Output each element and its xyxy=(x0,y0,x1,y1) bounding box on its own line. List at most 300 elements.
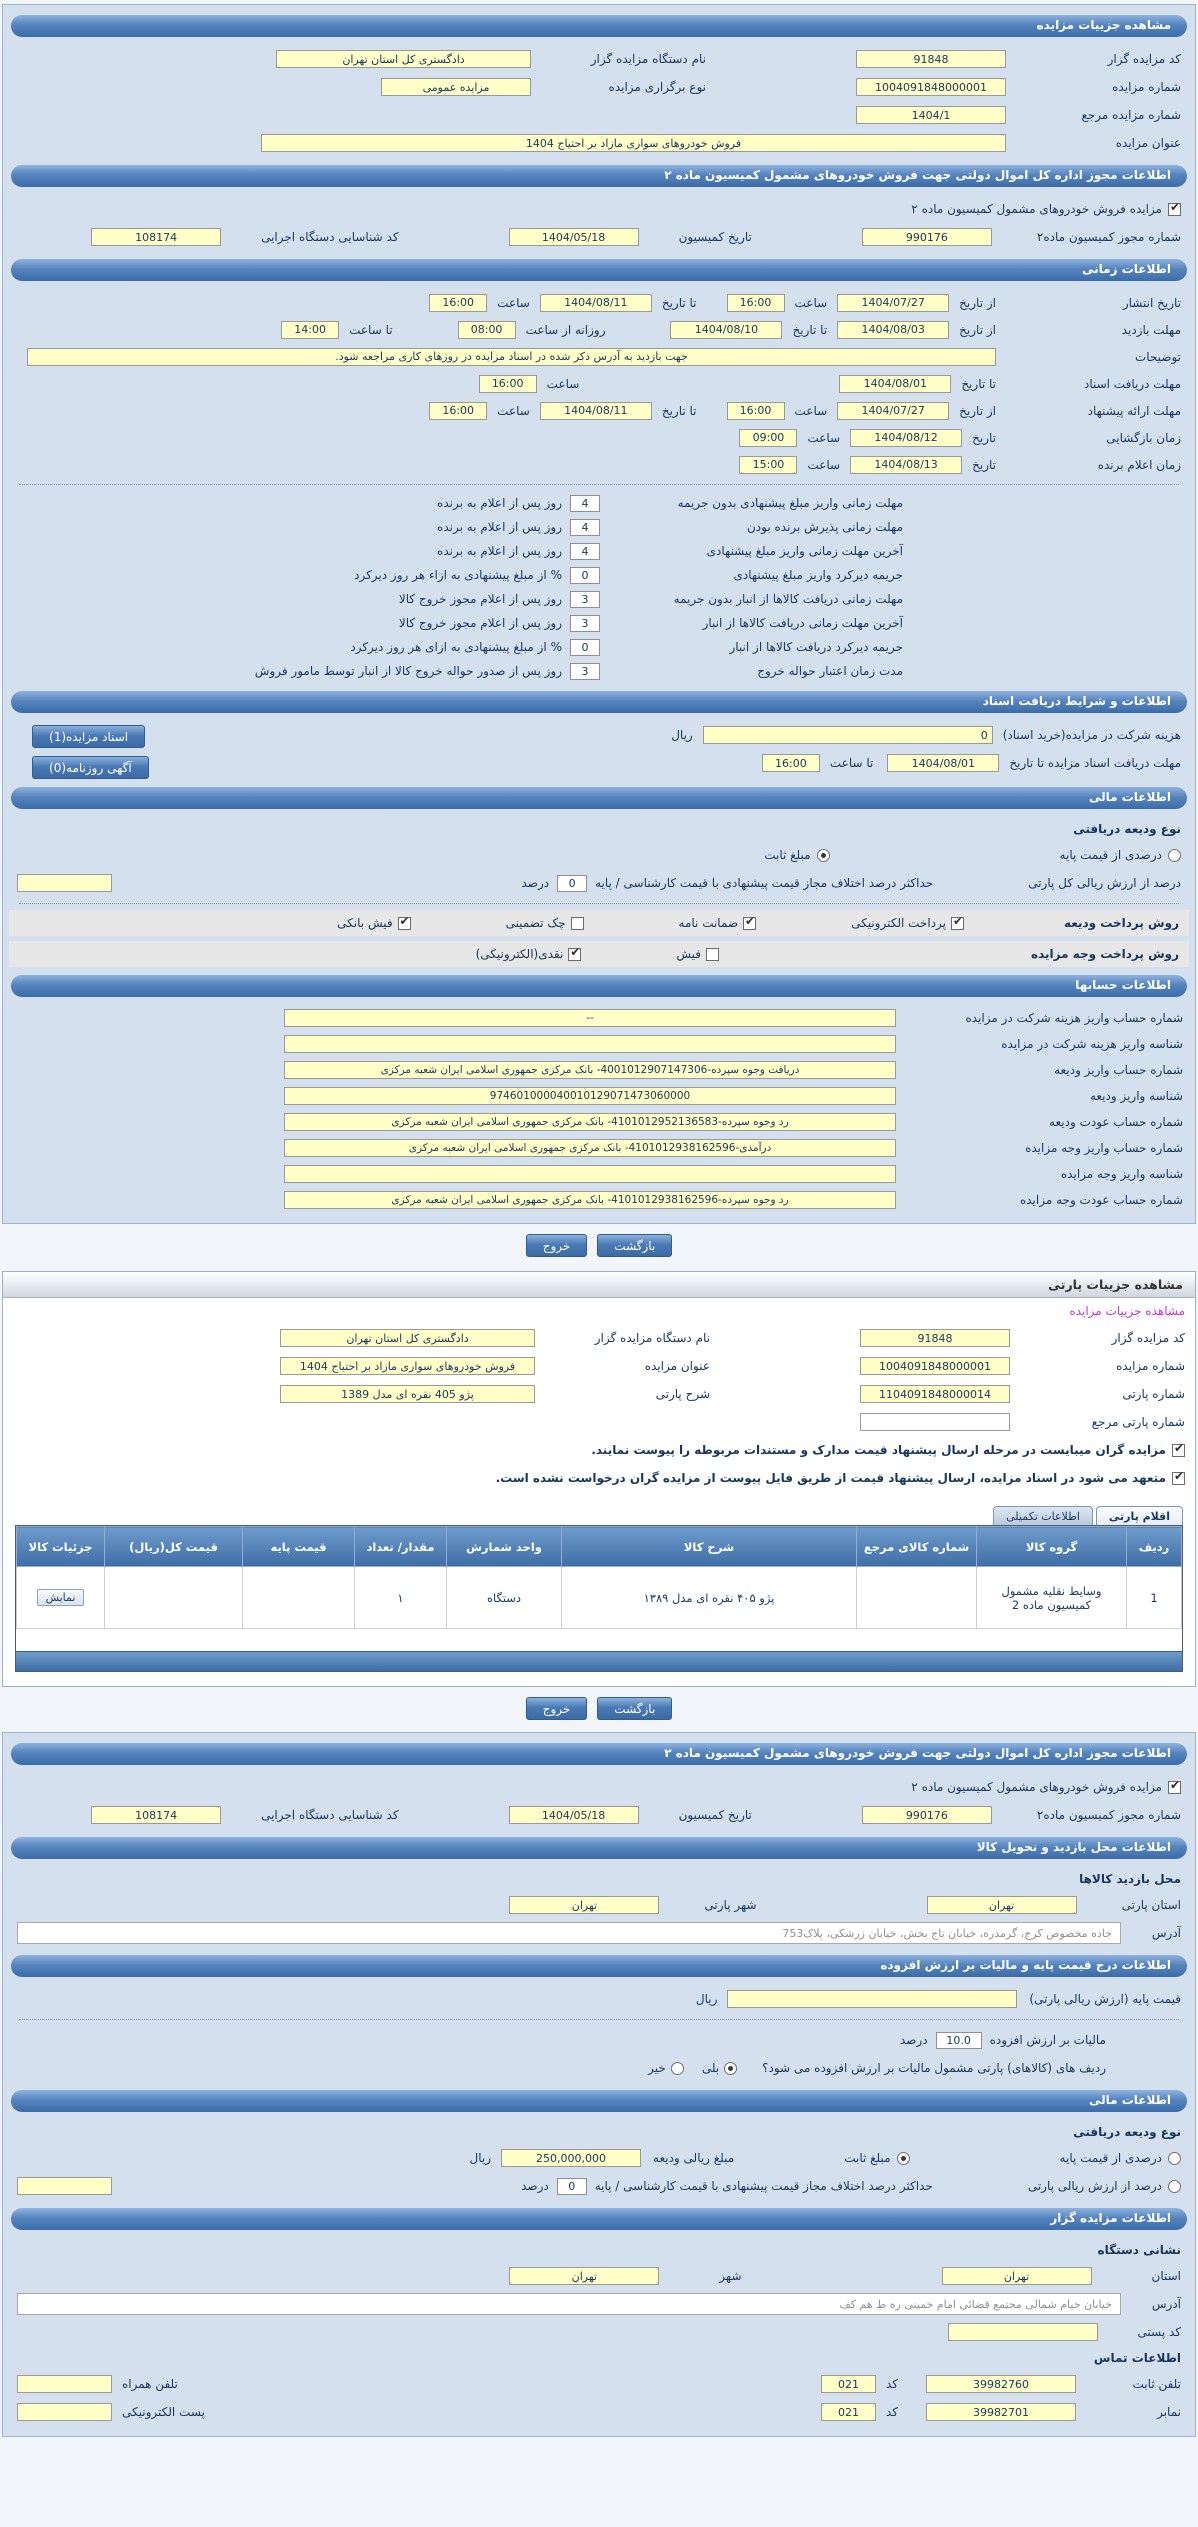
panel-party-details xyxy=(2,1271,1196,1687)
cell-row-number: 1 xyxy=(1127,1567,1182,1629)
auction-number-label: شماره مزایده xyxy=(1116,1359,1185,1373)
agency-id-field[interactable]: 108174 xyxy=(91,228,221,246)
percent-of-party-label: درصد از ارزش ریالی پارتی xyxy=(1027,2179,1162,2193)
auctioneer-code-field[interactable]: 91848 xyxy=(860,1329,1010,1347)
payment-option xyxy=(676,947,719,961)
attachment-required-label: مزایده گران میبایست در مرحله ارسال پیشنهاد قیمت مدارک و مستندات مربوطه را پیوست نمایند. xyxy=(591,1443,1166,1457)
winner-date-field[interactable]: 1404/08/13 xyxy=(850,456,962,474)
certified-check-checkbox[interactable] xyxy=(571,917,584,930)
row-party-province-city xyxy=(7,1891,1191,1919)
visit-daily-to-field[interactable]: 14:00 xyxy=(281,321,339,339)
row-auction-number xyxy=(7,73,1191,101)
deposit-payment-label: روش پرداخت ودیعه xyxy=(1063,916,1179,930)
deadline-value-field[interactable]: 4 xyxy=(570,495,600,512)
deadline-label: آخرین مهلت زمانی واریز مبلغ پیشنهادی xyxy=(706,544,903,558)
row-vat-question xyxy=(7,2054,1191,2082)
account-label: شناسه واریز وجه مزایده xyxy=(1060,1167,1183,1181)
deadline-value-field[interactable]: 0 xyxy=(570,639,600,656)
publish-date-label: تاریخ انتشار xyxy=(1122,295,1181,310)
from-date-label: از تاریخ xyxy=(959,322,996,337)
deposit-amount-label: مبلغ ریالی ودیعه xyxy=(653,2151,735,2165)
max-diff-label: حداکثر درصد اختلاف مجاز قیمت پیشنهادی با قیمت کارشناسی / پایه xyxy=(595,876,934,890)
auction-title-label: عنوان مزایده xyxy=(1115,136,1181,150)
fixed-amount-radio[interactable] xyxy=(817,849,830,862)
attachment-required-checkbox[interactable] xyxy=(1172,1444,1185,1457)
cell-item-desc: پژو ۴۰۵ نقره ای مدل ۱۳۸۹ xyxy=(562,1567,857,1629)
party-desc-field[interactable]: پژو 405 نقره ای مدل 1389 xyxy=(280,1385,535,1403)
account-row xyxy=(7,1057,1191,1083)
row-organizer-address-title xyxy=(7,2238,1191,2262)
account-field[interactable]: رد وجوه سپرده-4101012952136583- بانک مرکزی جمهوری اسلامی ایران شعبه مرکزی xyxy=(284,1113,896,1131)
dotted-separator xyxy=(19,903,1179,904)
row-vat-percent xyxy=(7,2026,1191,2054)
row-deposit-type-options xyxy=(7,2144,1191,2172)
opening-hour-field[interactable]: 09:00 xyxy=(739,429,797,447)
col-item-desc: شرح کالا xyxy=(562,1527,857,1567)
back-button[interactable]: بازگشت xyxy=(597,1697,672,1720)
cell-total-price xyxy=(105,1567,243,1629)
participation-fee-label: هزینه شرکت در مزایده(خرید اسناد) xyxy=(1002,728,1181,742)
payment-option xyxy=(506,916,584,930)
dotted-separator xyxy=(19,2019,1179,2020)
auction-number-label: شماره مزایده xyxy=(1112,80,1181,94)
auction-documents-button[interactable]: اسناد مزایده(1) xyxy=(32,725,145,748)
actions-row xyxy=(0,1224,1198,1267)
phone-field[interactable]: 39982760 xyxy=(926,2375,1076,2393)
account-label: شماره حساب عودت وجه مزایده xyxy=(1019,1193,1183,1207)
documents-fields xyxy=(202,721,1191,777)
deadline-value-field[interactable]: 4 xyxy=(570,543,600,560)
commission-date-field[interactable]: 1404/05/18 xyxy=(509,1806,639,1824)
hour-label: ساعت xyxy=(497,403,530,418)
commission-date-label: تاریخ کمیسیون xyxy=(678,230,752,244)
deadline-desc: روز پس از اعلام مجوز خروج کالا xyxy=(398,616,562,630)
section-header-financial: اطلاعات مالی xyxy=(11,2090,1187,2112)
to-date-label: تا تاریخ xyxy=(661,403,697,418)
from-date-label: از تاریخ xyxy=(959,295,996,310)
show-item-details-button[interactable]: نمایش xyxy=(37,1589,85,1606)
deposit-type-label: نوع ودیعه دریافتی xyxy=(1073,822,1181,836)
article2-commission-checkbox[interactable] xyxy=(1168,1781,1181,1794)
cell-item-details xyxy=(17,1567,105,1629)
row-deposit-type xyxy=(7,2120,1191,2144)
row-base-price xyxy=(7,1985,1191,2013)
fax-field[interactable]: 39982701 xyxy=(926,2403,1076,2421)
bank-slip-checkbox[interactable] xyxy=(398,917,411,930)
date-label: تاریخ xyxy=(972,457,996,472)
offer-from-date-field[interactable]: 1404/07/27 xyxy=(837,402,949,420)
organizer-city-field[interactable]: تهران xyxy=(509,2267,659,2285)
tab-party-items[interactable]: اقلام پارتی xyxy=(1096,1506,1183,1525)
auctioneer-name-field[interactable]: دادگستری کل استان تهران xyxy=(276,50,531,68)
row-notes xyxy=(7,343,1191,370)
table-empty-space xyxy=(16,1629,1182,1651)
rial-label: ریال xyxy=(469,2151,492,2165)
row-permit-checkbox xyxy=(7,1773,1191,1801)
vat-no-label: خیر xyxy=(648,2061,666,2075)
fixed-amount-label: مبلغ ثابت xyxy=(764,848,811,862)
documents-buttons xyxy=(7,721,202,779)
account-field[interactable]: دریافت وجوه سپرده-4001012907147306- بانک مرکزی جمهوری اسلامی ایران شعبه مرکزی xyxy=(284,1061,896,1079)
row-permit-checkbox xyxy=(7,195,1191,223)
account-label: شماره حساب واریز ودیعه xyxy=(1054,1063,1183,1077)
deadline-value-field[interactable]: 0 xyxy=(570,567,600,584)
deadline-value-field[interactable]: 4 xyxy=(570,519,600,536)
phone-label: تلفن ثابت xyxy=(1132,2377,1181,2391)
percent-of-base-radio[interactable] xyxy=(1168,2152,1181,2165)
commission-date-field[interactable]: 1404/05/18 xyxy=(509,228,639,246)
party-title-bar: مشاهده جزییات پارتی xyxy=(3,1272,1195,1298)
deadline-row xyxy=(7,491,903,515)
deadline-label: مهلت زمانی پذیرش برنده بودن xyxy=(746,520,903,534)
deadline-row xyxy=(7,611,903,635)
row-offer-deadline xyxy=(7,397,1191,424)
phone-code-field[interactable]: 021 xyxy=(821,2375,876,2393)
docs-receive-hour-field[interactable]: 16:00 xyxy=(762,754,820,772)
postal-code-label: کد پستی xyxy=(1137,2325,1181,2339)
auctioneer-code-field[interactable]: 91848 xyxy=(856,50,1006,68)
exit-button[interactable]: خروج xyxy=(526,1234,588,1257)
hour-label: ساعت xyxy=(497,295,530,310)
publish-to-date-field[interactable]: 1404/08/11 xyxy=(540,294,652,312)
row-commitment-note xyxy=(3,1464,1195,1492)
to-date-label: تا تاریخ xyxy=(961,376,996,391)
account-label: شناسه واریز ودیعه xyxy=(1089,1089,1183,1103)
party-city-field[interactable]: تهران xyxy=(509,1896,659,1914)
percent-label: درصد xyxy=(521,876,550,890)
docs-receive-deadline-label: مهلت دریافت اسناد مزایده تا تاریخ xyxy=(1009,756,1181,770)
article2-commission-checkbox[interactable] xyxy=(1168,203,1181,216)
mobile-field[interactable] xyxy=(17,2375,112,2393)
view-auction-details-link[interactable]: مشاهده جزییات مزایده xyxy=(1069,1304,1185,1318)
cash-electronic-label: نقدی(الکترونیکی) xyxy=(475,947,564,961)
percent-of-party-radio[interactable] xyxy=(1168,2180,1181,2193)
deadline-value-field[interactable]: 3 xyxy=(570,663,600,680)
percent-of-total-field[interactable] xyxy=(17,874,112,892)
row-fax xyxy=(7,2398,1191,2426)
publish-from-hour-field[interactable]: 16:00 xyxy=(727,294,785,312)
auction-title-field[interactable]: فروش خودروهای سواری مازاد بر احتیاج 1404 xyxy=(280,1357,535,1375)
account-row xyxy=(7,1109,1191,1135)
section-header-visit-location: اطلاعات محل بازدید و تحویل کالا xyxy=(11,1837,1187,1859)
deadline-desc: روز پس از اعلام به برنده xyxy=(437,520,562,534)
party-items-table xyxy=(15,1525,1183,1672)
section-header-organizer: اطلاعات مزایده گزار xyxy=(11,2208,1187,2230)
deadline-row xyxy=(7,587,903,611)
exit-button[interactable]: خروج xyxy=(526,1697,588,1720)
party-province-label: استان پارتی xyxy=(1121,1898,1181,1912)
row-organizer-province-city xyxy=(7,2262,1191,2290)
deadline-label: مهلت زمانی واریز مبلغ پیشنهادی بدون جریمه xyxy=(677,496,903,510)
col-count-unit: واحد شمارش xyxy=(447,1527,562,1567)
auction-title-label: عنوان مزایده xyxy=(644,1359,710,1373)
slip-checkbox[interactable] xyxy=(706,948,719,961)
permit-number-label: شماره مجوز کمیسیون ماده۲ xyxy=(1036,230,1181,244)
article2-commission-label: مزایده فروش خودروهای مشمول کمیسیون ماده ۲ xyxy=(911,1780,1162,1794)
percent-of-total-label: درصد از ارزش ریالی کل پارتی xyxy=(1028,876,1181,890)
cell-item-group: وسایط نقلیه مشمول کمیسیون ماده 2 xyxy=(977,1567,1127,1629)
panel-auction-details xyxy=(2,4,1196,1224)
permit-number-label: شماره مجوز کمیسیون ماده۲ xyxy=(1036,1808,1181,1822)
publish-to-hour-field[interactable]: 16:00 xyxy=(429,294,487,312)
panel-party-info xyxy=(2,1732,1196,2437)
deadline-value-field[interactable]: 3 xyxy=(570,591,600,608)
visit-deadline-label: مهلت بازدید xyxy=(1121,322,1181,337)
section-header-permit: اطلاعات مجوز اداره کل اموال دولتی جهت فروش خودروهای مشمول کمیسیون ماده ۲ xyxy=(11,1743,1187,1765)
col-base-price: قیمت پایه xyxy=(243,1527,355,1567)
vat-no-radio[interactable] xyxy=(671,2062,684,2075)
visit-daily-from-field[interactable]: 08:00 xyxy=(458,321,516,339)
row-party-number xyxy=(3,1380,1195,1408)
from-date-label: از تاریخ xyxy=(959,403,996,418)
deadline-row xyxy=(7,659,903,683)
payment-option xyxy=(476,947,582,961)
vat-label: مالیات بر ارزش افزوده xyxy=(989,2033,1106,2047)
participation-fee-field[interactable]: 0 xyxy=(703,726,993,744)
fax-code-label: کد xyxy=(885,2405,898,2419)
row-party-ref xyxy=(3,1408,1195,1436)
electronic-payment-label: پرداخت الکترونیکی xyxy=(851,916,946,930)
row-auctioneer xyxy=(7,45,1191,73)
row-attachment-note xyxy=(3,1436,1195,1464)
vat-field[interactable]: 10.0 xyxy=(936,2032,982,2049)
docs-deadline-date-field[interactable]: 1404/08/01 xyxy=(839,375,951,393)
hour-label: ساعت xyxy=(807,457,841,472)
row-organizer-address xyxy=(7,2290,1191,2318)
deadline-desc: % از مبلغ پیشنهادی به ازاء هر روز دیرکرد xyxy=(354,568,562,582)
vat-question-label: ردیف های (کالاهای) پارتی مشمول مالیات بر ارزش افزوده می شود؟ xyxy=(762,2061,1106,2075)
account-row xyxy=(7,1005,1191,1031)
deadline-desc: روز پس از صدور حواله خروج کالا از انبار توسط مامور فروش xyxy=(254,664,562,678)
deadline-value-field[interactable]: 3 xyxy=(570,615,600,632)
row-deposit-percent xyxy=(7,2172,1191,2200)
table-pagination-bar xyxy=(16,1651,1182,1671)
max-diff-cluster xyxy=(521,875,933,892)
party-tabs xyxy=(3,1506,1195,1525)
deadline-label: آخرین مهلت زمانی دریافت کالاها از انبار xyxy=(702,616,903,630)
to-date-label: تا تاریخ xyxy=(661,295,697,310)
row-contact-title xyxy=(7,2346,1191,2370)
auction-payment-methods-row xyxy=(9,941,1189,967)
organizer-address-field[interactable]: خیابان خیام شمالی مجتمع قضائی امام خمینی ره ط هم کف xyxy=(17,2293,1121,2315)
col-ref-item-number: شماره کالای مرجع xyxy=(857,1527,977,1567)
offer-to-hour-field[interactable]: 16:00 xyxy=(429,402,487,420)
postal-code-field[interactable] xyxy=(948,2323,1098,2341)
publish-from-date-field[interactable]: 1404/07/27 xyxy=(837,294,949,312)
auction-number-field[interactable]: 1004091848000001 xyxy=(856,78,1006,96)
guarantee-checkbox[interactable] xyxy=(743,917,756,930)
account-field[interactable]: درآمدی-4101012938162596- بانک مرکزی جمهوری اسلامی ایران شعبه مرکزی xyxy=(284,1139,896,1157)
guarantee-label: ضمانت نامه xyxy=(678,916,739,930)
party-province-field[interactable]: تهران xyxy=(927,1896,1077,1914)
max-diff-label: حداکثر درصد اختلاف مجاز قیمت پیشنهادی با قیمت کارشناسی / پایه xyxy=(594,2179,933,2193)
base-price-label: قیمت پایه (ارزش ریالی پارتی) xyxy=(1029,1992,1181,2006)
max-diff-field[interactable]: 0 xyxy=(557,2178,587,2195)
vat-yes-radio[interactable] xyxy=(724,2062,737,2075)
visit-address-field[interactable]: جاده مخصوص کرج، گرمدره، خیابان تاج بخش، خیابان زرشکی، پلاک753 xyxy=(17,1922,1121,1944)
deadline-desc: روز پس از اعلام به برنده xyxy=(437,544,562,558)
row-deposit-type xyxy=(7,817,1191,841)
percent-label: درصد xyxy=(521,2179,549,2193)
party-ref-field[interactable] xyxy=(860,1413,1010,1431)
commission-date-label: تاریخ کمیسیون xyxy=(678,1808,752,1822)
email-field[interactable] xyxy=(17,2403,112,2421)
max-diff-field[interactable]: 0 xyxy=(557,875,587,892)
row-permit-fields xyxy=(7,223,1191,251)
agency-id-field[interactable]: 108174 xyxy=(91,1806,221,1824)
contact-info-title: اطلاعات تماس xyxy=(1093,2351,1181,2365)
row-auction-ref xyxy=(7,101,1191,129)
deadline-label: مهلت زمانی دریافت کالاها از انبار بدون جریمه xyxy=(673,592,903,606)
date-label: تاریخ xyxy=(972,430,996,445)
base-price-field[interactable] xyxy=(727,1990,1017,2008)
section-header-auction-view: مشاهده جزییات مزایده xyxy=(11,15,1187,37)
docs-deadline-hour-field[interactable]: 16:00 xyxy=(479,375,537,393)
section-header-permit: اطلاعات مجوز اداره کل اموال دولتی جهت فروش خودروهای مشمول کمیسیون ماده ۲ xyxy=(11,165,1187,187)
row-winner-announce xyxy=(7,451,1191,478)
col-quantity: مقدار/ تعداد xyxy=(355,1527,447,1567)
row-publish-dates xyxy=(7,289,1191,316)
opening-time-label: زمان بازگشایی xyxy=(1106,430,1181,445)
section-header-financial: اطلاعات مالی xyxy=(11,787,1187,809)
row-visit-place-title xyxy=(7,1867,1191,1891)
article2-commission-label: مزایده فروش خودروهای مشمول کمیسیون ماده ۲ xyxy=(911,202,1162,216)
row-postal-code xyxy=(7,2318,1191,2346)
party-city-label: شهر پارتی xyxy=(704,1898,757,1912)
party-number-field[interactable]: 1104091848000014 xyxy=(860,1385,1010,1403)
offer-to-date-field[interactable]: 1404/08/11 xyxy=(540,402,652,420)
visit-address-label: آدرس xyxy=(1151,1926,1181,1940)
deposit-amount-field[interactable]: 250,000,000 xyxy=(501,2149,641,2167)
visit-from-date-field[interactable]: 1404/08/03 xyxy=(837,321,949,339)
section-header-base-price-vat: اطلاعات درج قیمت پایه و مالیات بر ارزش افزوده xyxy=(11,1955,1187,1977)
notes-field[interactable]: جهت بازدید به آدرس ذکر شده در اسناد مزایده در روزهای کاری مراجعه شود. xyxy=(27,348,996,366)
back-button[interactable]: بازگشت xyxy=(597,1234,672,1257)
rial-label: ریال xyxy=(671,728,693,742)
organizer-province-field[interactable]: تهران xyxy=(942,2267,1092,2285)
account-field[interactable]: رد وجوه سپرده-4101012938162596- بانک مرکزی جمهوری اسلامی ایران شعبه مرکزی xyxy=(284,1191,896,1209)
party-ref-label: شماره پارتی مرجع xyxy=(1091,1415,1185,1429)
items-table xyxy=(16,1526,1182,1629)
tab-additional-info[interactable]: اطلاعات تکمیلی xyxy=(993,1506,1093,1525)
auction-number-field[interactable]: 1004091848000001 xyxy=(860,1357,1010,1375)
table-header-row xyxy=(17,1527,1182,1567)
offer-deadline-label: مهلت ارائه پیشنهاد xyxy=(1087,403,1181,418)
winner-hour-field[interactable]: 15:00 xyxy=(739,456,797,474)
row-visit-address xyxy=(7,1919,1191,1947)
account-field[interactable]: -- xyxy=(284,1009,896,1027)
row-auctioneer xyxy=(3,1324,1195,1352)
phone-code-label: کد xyxy=(885,2377,898,2391)
rial-label: ریال xyxy=(695,1992,718,2006)
slip-label: فیش xyxy=(676,947,701,961)
newspaper-ad-button[interactable]: آگهی روزنامه(0) xyxy=(32,756,149,779)
permit-number-field[interactable]: 990176 xyxy=(862,1806,992,1824)
account-field[interactable] xyxy=(284,1035,896,1053)
hour-label: ساعت xyxy=(546,376,580,391)
electronic-payment-checkbox[interactable] xyxy=(951,917,964,930)
auctioneer-name-label: نام دستگاه مزایده گزار xyxy=(594,1331,710,1345)
offer-from-hour-field[interactable]: 16:00 xyxy=(727,402,785,420)
visit-to-date-field[interactable]: 1404/08/10 xyxy=(670,321,782,339)
bank-slip-label: فیش بانکی xyxy=(337,916,393,930)
account-row xyxy=(7,1083,1191,1109)
auction-payment-label: روش پرداخت وجه مزایده xyxy=(1031,947,1179,961)
fixed-amount-radio[interactable] xyxy=(897,2152,910,2165)
auctioneer-name-label: نام دستگاه مزایده گزار xyxy=(590,52,706,66)
deadline-desc: روز پس از اعلام به برنده xyxy=(437,496,562,510)
percent-of-party-field[interactable] xyxy=(17,2177,112,2195)
percent-label: درصد xyxy=(899,2033,928,2047)
docs-receive-date-field[interactable]: 1404/08/01 xyxy=(887,754,999,772)
to-date-label: تا تاریخ xyxy=(792,322,828,337)
agency-id-label: کد شناسایی دستگاه اجرایی xyxy=(261,230,399,244)
account-label: شناسه واریز هزینه شرکت در مزایده xyxy=(1001,1037,1183,1051)
opening-date-field[interactable]: 1404/08/12 xyxy=(850,429,962,447)
payment-option xyxy=(337,916,410,930)
certified-check-label: چک تضمینی xyxy=(505,916,566,930)
vat-yes-label: بلی xyxy=(701,2061,720,2075)
commitment-checkbox[interactable] xyxy=(1172,1472,1185,1485)
fixed-amount-label: مبلغ ثابت xyxy=(844,2151,891,2165)
payment-option xyxy=(679,916,757,930)
section-header-timing: اطلاعات زمانی xyxy=(11,259,1187,281)
max-diff-cluster xyxy=(521,2178,933,2195)
cell-base-price xyxy=(243,1567,355,1629)
deadline-label: مدت زمان اعتبار حواله خروج xyxy=(757,664,903,678)
auction-title-field[interactable]: فروش خودروهای سواری مازاد بر احتیاج 1404 xyxy=(261,134,1006,152)
cash-electronic-checkbox[interactable] xyxy=(568,948,581,961)
auction-ref-field[interactable]: 1404/1 xyxy=(856,106,1006,124)
percent-of-base-label: درصدی از قیمت پایه xyxy=(1059,848,1162,862)
auction-type-field[interactable]: مزایده عمومی xyxy=(381,78,531,96)
row-participation-fee xyxy=(202,721,1191,749)
permit-number-field[interactable]: 990176 xyxy=(862,228,992,246)
deadline-row xyxy=(7,635,903,659)
col-total-price: قیمت کل(ریال) xyxy=(105,1527,243,1567)
account-field[interactable]: 974601000040010129071473060000 xyxy=(284,1087,896,1105)
documents-block xyxy=(7,721,1191,779)
percent-of-base-label: درصدی از قیمت پایه xyxy=(1059,2151,1162,2165)
account-label: شماره حساب عودت ودیعه xyxy=(1049,1115,1183,1129)
deadline-desc: روز پس از اعلام مجوز خروج کالا xyxy=(398,592,562,606)
row-auction-title xyxy=(7,129,1191,157)
deadline-row xyxy=(7,539,903,563)
deposit-payment-methods-row xyxy=(9,910,1189,936)
fax-label: نمابر xyxy=(1157,2405,1181,2419)
account-label: شماره حساب واریز هزینه شرکت در مزایده xyxy=(965,1011,1183,1025)
account-field[interactable] xyxy=(284,1165,896,1183)
table-row xyxy=(17,1567,1182,1629)
organizer-address-label: آدرس xyxy=(1151,2297,1181,2311)
agency-id-label: کد شناسایی دستگاه اجرایی xyxy=(261,1808,399,1822)
fax-code-field[interactable]: 021 xyxy=(821,2403,876,2421)
col-row-number: ردیف xyxy=(1127,1527,1182,1567)
hour-label: ساعت xyxy=(807,430,841,445)
section-header-accounts: اطلاعات حسابها xyxy=(11,975,1187,997)
percent-of-base-radio[interactable] xyxy=(1168,849,1181,862)
col-item-group: گروه کالا xyxy=(977,1527,1127,1567)
cell-quantity: ۱ xyxy=(355,1567,447,1629)
account-label: شماره حساب واریز وجه مزایده xyxy=(1025,1141,1183,1155)
cell-count-unit: دستگاه xyxy=(447,1567,562,1629)
deadline-row xyxy=(7,563,903,587)
winner-announce-label: زمان اعلام برنده xyxy=(1097,457,1181,472)
organizer-address-title: نشانی دستگاه xyxy=(1097,2243,1181,2257)
cell-ref-item-number xyxy=(857,1567,977,1629)
auctioneer-name-field[interactable]: دادگستری کل استان تهران xyxy=(280,1329,535,1347)
row-deposit-type-options xyxy=(7,841,1191,869)
